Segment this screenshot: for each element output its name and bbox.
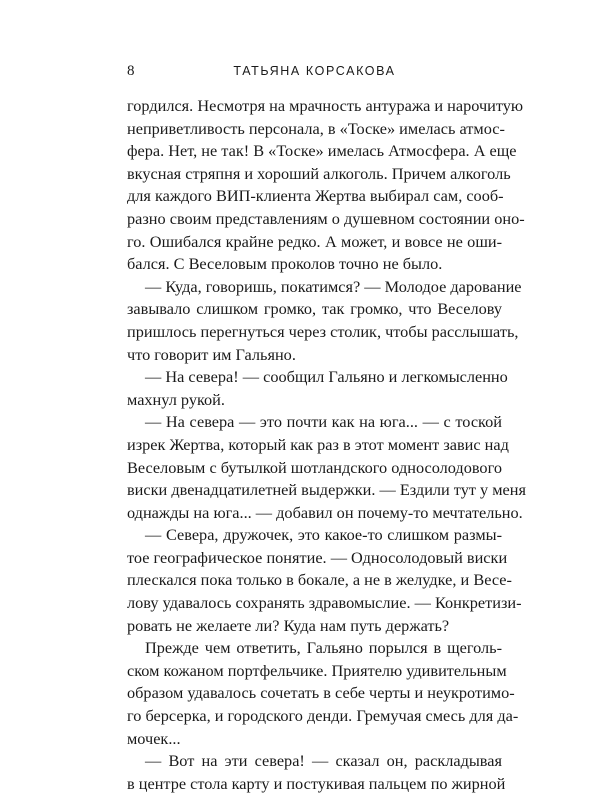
text-line: тое географическое понятие. — Односолодовый виски	[127, 547, 508, 567]
text-line: изрек Жертва, который как раз в этот момент завис над	[127, 434, 509, 454]
text-line: лову удавалось сохранять здравомыслие. — Конкретизи-	[127, 593, 522, 613]
text-line: пришлось перегнуться через столик, чтобы расслышать,	[127, 321, 519, 341]
text-line: виски двенадцатилетней выдержки. — Ездили тут у меня	[127, 480, 526, 500]
text-line: ровать не желаете ли? Куда нам путь держать?	[127, 615, 450, 635]
text-line: фера. Нет, не так! В «Тоске» имелась Атмосфера. А еще	[127, 141, 517, 161]
text-line: гордился. Несмотря на мрачность антуража и нарочитую	[127, 96, 524, 115]
text-line: вкусная стряпня и хороший алкоголь. Причем алкоголь	[127, 163, 511, 183]
page-number: 8	[127, 63, 135, 79]
text-line: разно своим представлениям о душевном состоянии оно-	[127, 208, 525, 228]
text-line: го берсерка, и городского денди. Гремучая смесь для да-	[127, 706, 519, 726]
text-line: завывало слишком громко, так громко, что Веселову	[127, 299, 502, 319]
text-line: го. Ошибался крайне редко. А может, и вовсе не оши-	[127, 231, 502, 251]
text-line: однажды на юга... — добавил он почему-то мечтательно.	[127, 502, 523, 522]
text-line: Прежде чем ответить, Гальяно порылся в щеголь-	[145, 638, 502, 658]
page-header	[127, 60, 502, 82]
text-line: — Вот на эти севера! — сказал он, раскладывая	[145, 751, 502, 771]
text-line: махнул рукой.	[127, 389, 225, 409]
text-line: — Куда, говоришь, покатимся? — Молодое дарование	[145, 276, 522, 296]
text-line: для каждого ВИП-клиента Жертва выбирал сам, сооб-	[127, 186, 504, 206]
text-line: бался. С Веселовым проколов точно не было.	[127, 254, 443, 274]
text-line: в центре стола карту и постукивая пальцем по жирной	[127, 773, 506, 793]
text-line: мочек...	[127, 728, 181, 748]
text-line: — Севера, дружочек, это какое-то слишком размы-	[145, 525, 502, 545]
text-line: что говорит им Гальяно.	[127, 344, 296, 364]
body-text	[127, 95, 526, 795]
text-line: плескался пока только в бокале, а не в желудке, и Весе-	[127, 570, 512, 590]
text-line: Веселовым с бутылкой шотландского односолодового	[127, 457, 502, 477]
text-line: — На севера — это почти как на юга... — с тоской	[145, 412, 502, 432]
running-head-author: ТАТЬЯНА КОРСАКОВА	[233, 64, 396, 78]
text-line: ском кожаном портфельчике. Приятелю удивительным	[127, 660, 507, 680]
text-line: — На севера! — сообщил Гальяно и легкомысленно	[145, 367, 508, 387]
text-line: неприветливость персонала, в «Тоске» имелась атмос-	[127, 118, 505, 138]
text-line: образом удавалось сочетать в себе черты и неукротимо-	[127, 683, 515, 703]
